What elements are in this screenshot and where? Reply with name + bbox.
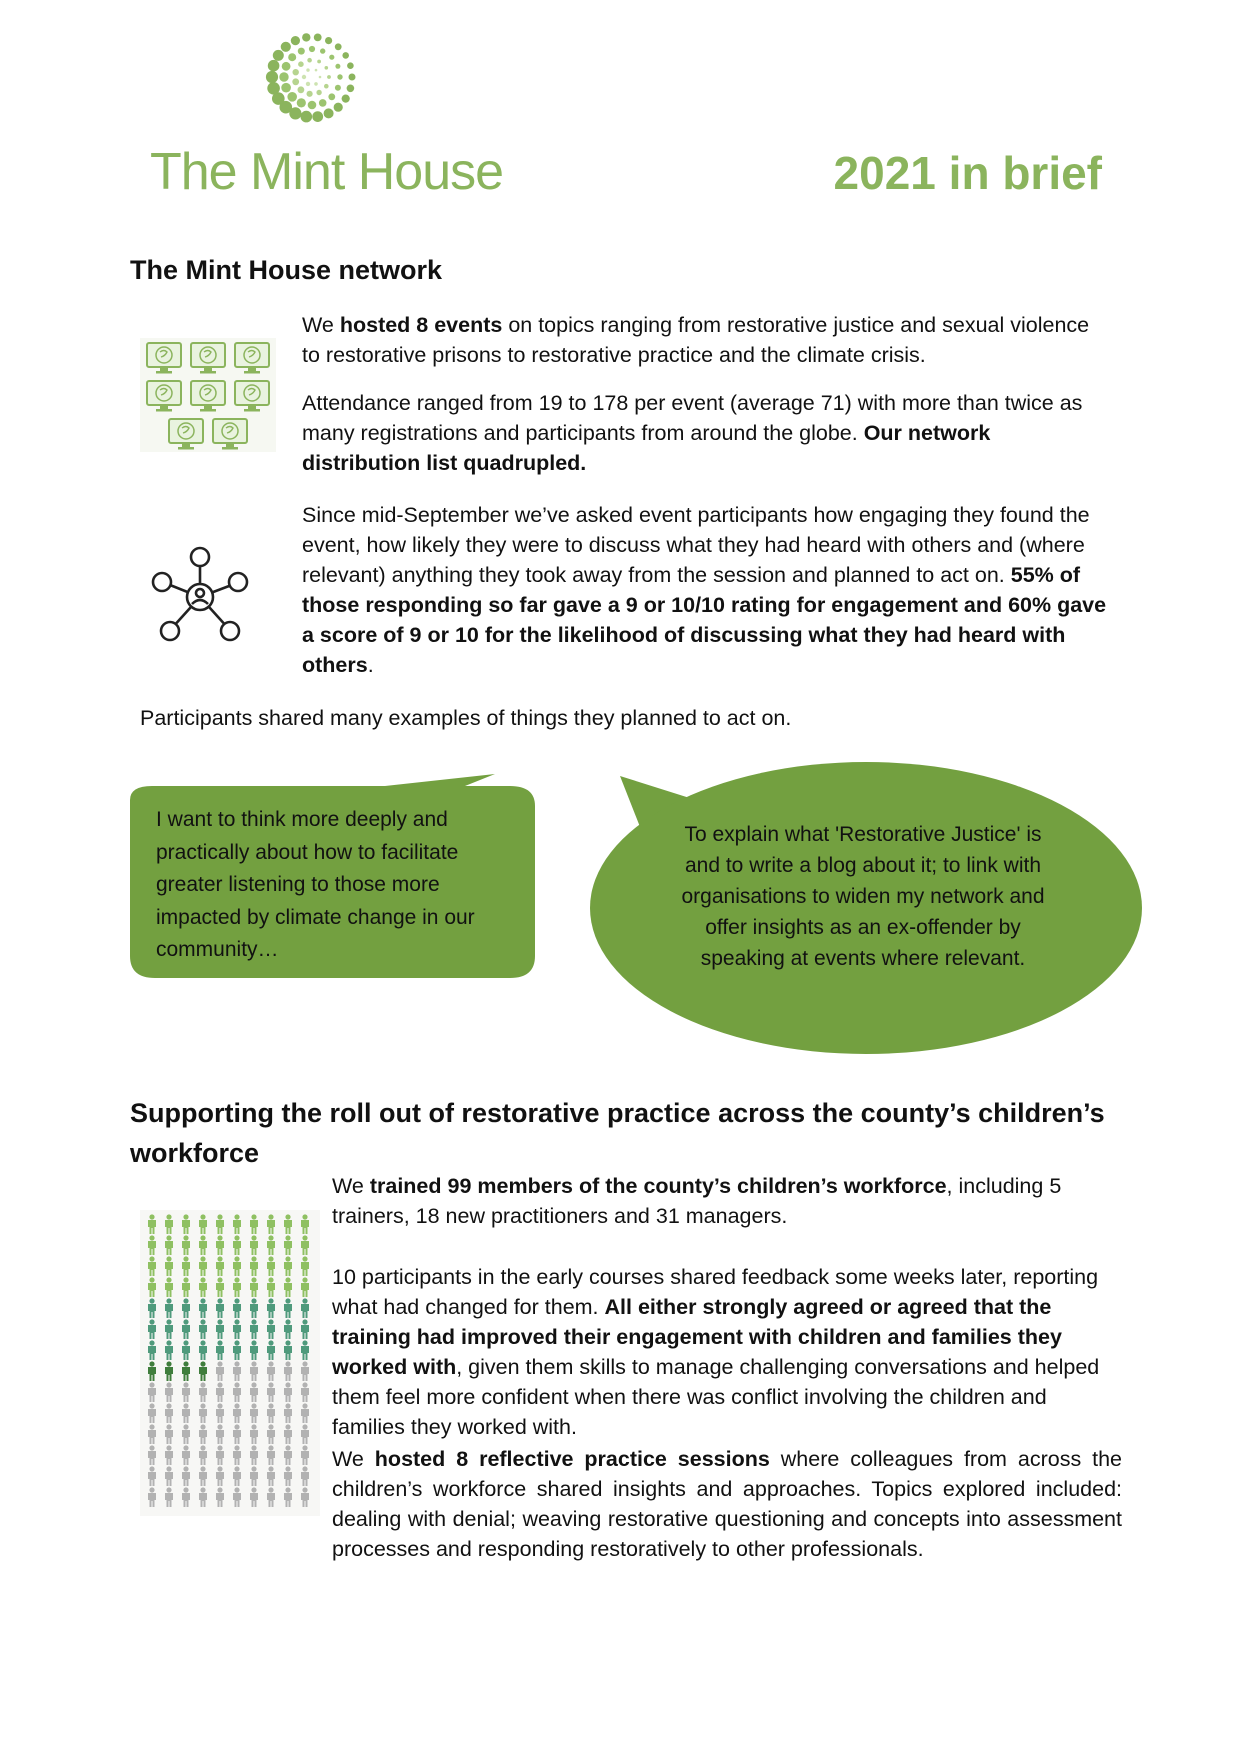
person-icon: [199, 1466, 207, 1486]
person-icon: [165, 1487, 173, 1507]
logo-dot: [279, 72, 288, 81]
person-icon: [284, 1487, 292, 1507]
person-icon: [233, 1298, 241, 1318]
person-icon: [165, 1340, 173, 1360]
person-icon: [233, 1487, 241, 1507]
person-icon: [165, 1235, 173, 1255]
person-icon: [301, 1424, 309, 1444]
person-icon: [284, 1319, 292, 1339]
person-icon: [284, 1361, 292, 1381]
computer-monitor-icon: [147, 343, 181, 374]
people-grid: [140, 1210, 320, 1516]
person-icon: [301, 1235, 309, 1255]
logo-dot: [312, 111, 323, 122]
computer-monitor-icon: [235, 343, 269, 374]
person-icon: [250, 1466, 258, 1486]
person-icon: [182, 1235, 190, 1255]
person-icon: [165, 1445, 173, 1465]
person-icon: [182, 1487, 190, 1507]
person-icon: [165, 1382, 173, 1402]
logo-dot: [319, 99, 327, 107]
person-icon: [165, 1256, 173, 1276]
logo-dot: [349, 74, 356, 81]
person-icon: [267, 1382, 275, 1402]
logo-dot: [298, 86, 305, 93]
person-icon: [250, 1298, 258, 1318]
network-paragraph-attendance: Attendance ranged from 19 to 178 per event (average 71) with more than twice as many registrations and participants from around the globe. Our network distribution list quadrupled.: [302, 391, 1083, 475]
person-icon: [216, 1487, 224, 1507]
mint-house-logo-icon: [262, 30, 362, 124]
workforce-paragraph-reflective: We hosted 8 reflective practice sessions where colleagues from across the children’s workforce shared insights and approaches. Topics explored included: dealing with denial; weaving restorative questioning and concepts into assessment processes and responding restoratively to other professionals.: [332, 1447, 1123, 1561]
network-paragraph-survey: Since mid-September we’ve asked event participants how engaging they found the event, how likely they were to discuss what they had heard with others and (where relevant) anything they took away from the session and planned to act on. 55% of those responding so far gave a 9 or 10/10 rating for engagement and 60% gave a score of 9 or 10 for the likelihood of discussing what they had heard with others.: [302, 503, 1107, 677]
person-icon: [148, 1256, 156, 1276]
person-icon: [267, 1214, 275, 1234]
events-icon-group: [140, 338, 276, 452]
logo-dot: [329, 55, 334, 60]
person-icon: [182, 1214, 190, 1234]
person-icon: [233, 1403, 241, 1423]
logo-dot: [337, 74, 342, 79]
person-icon: [301, 1466, 309, 1486]
person-icon: [216, 1382, 224, 1402]
person-icon: [301, 1277, 309, 1297]
network-paragraph-events: We hosted 8 events on topics ranging from restorative justice and sexual violence to restorative prisons to restorative practice and the climate crisis.: [302, 313, 1090, 367]
logo-dot: [282, 62, 291, 71]
brand-name: The Mint House: [150, 143, 504, 201]
person-icon: [284, 1214, 292, 1234]
person-icon: [250, 1403, 258, 1423]
person-icon: [233, 1277, 241, 1297]
logo-dot: [306, 82, 310, 86]
person-icon: [148, 1277, 156, 1297]
person-icon: [301, 1214, 309, 1234]
person-icon: [165, 1298, 173, 1318]
logo-dot: [266, 71, 278, 83]
person-icon: [250, 1214, 258, 1234]
logo-dot: [297, 98, 306, 107]
person-icon: [250, 1319, 258, 1339]
person-icon: [233, 1235, 241, 1255]
logo-dot: [347, 62, 354, 69]
person-icon: [250, 1277, 258, 1297]
logo-dot: [307, 58, 312, 63]
person-icon: [165, 1403, 173, 1423]
logo-dot: [334, 103, 343, 112]
person-icon: [250, 1235, 258, 1255]
person-icon: [148, 1340, 156, 1360]
person-icon: [250, 1340, 258, 1360]
person-icon: [267, 1403, 275, 1423]
person-icon: [199, 1445, 207, 1465]
logo-dot: [308, 101, 317, 110]
person-icon: [284, 1298, 292, 1318]
person-icon: [267, 1445, 275, 1465]
person-icon: [182, 1298, 190, 1318]
person-icon: [182, 1403, 190, 1423]
logo-dot: [281, 83, 291, 93]
person-icon: [165, 1277, 173, 1297]
person-icon: [216, 1424, 224, 1444]
person-icon: [182, 1445, 190, 1465]
network-people-icon: [148, 545, 252, 645]
logo-dot: [302, 75, 306, 79]
logo-dot: [335, 85, 341, 91]
computer-monitor-icon: [169, 419, 203, 450]
person-icon: [216, 1214, 224, 1234]
person-icon: [284, 1340, 292, 1360]
person-icon: [233, 1361, 241, 1381]
network-icon-wrap: [148, 545, 252, 645]
person-icon: [216, 1466, 224, 1486]
computer-monitor-icon: [191, 343, 225, 374]
person-icon: [284, 1382, 292, 1402]
logo-dot: [328, 93, 335, 100]
person-icon: [216, 1340, 224, 1360]
logo: [262, 30, 362, 124]
quote-restorative-justice: To explain what 'Restorative Justice' is and to write a blog about it; to link with organisations to widen my network and offer insights as an ex-offender by speaking at events where relevant.: [681, 823, 1045, 970]
logo-dot: [268, 60, 280, 72]
person-icon: [301, 1403, 309, 1423]
person-icon: [301, 1319, 309, 1339]
logo-dot: [309, 46, 315, 52]
person-icon: [182, 1361, 190, 1381]
person-icon: [165, 1466, 173, 1486]
person-icon: [301, 1256, 309, 1276]
logo-dot: [306, 68, 309, 71]
people-grid-icon: [140, 1210, 320, 1516]
person-icon: [165, 1361, 173, 1381]
person-icon: [267, 1298, 275, 1318]
person-icon: [233, 1382, 241, 1402]
logo-dot: [287, 92, 297, 102]
logo-dot: [342, 52, 349, 59]
logo-dot: [335, 43, 342, 50]
person-icon: [284, 1256, 292, 1276]
person-icon: [284, 1466, 292, 1486]
logo-dot: [298, 61, 304, 67]
person-icon: [199, 1235, 207, 1255]
person-icon: [148, 1466, 156, 1486]
person-icon: [301, 1382, 309, 1402]
person-icon: [250, 1361, 258, 1381]
workforce-paragraph-feedback: 10 participants in the early courses shared feedback some weeks later, reporting what had changed for them. All either strongly agreed or agreed that the training had improved their engagement with children and families they worked with, given them skills to manage challenging conversations and helped them feel more confident when there was conflict involving the children and families they worked with.: [332, 1265, 1100, 1439]
person-icon: [233, 1319, 241, 1339]
person-icon: [301, 1487, 309, 1507]
person-icon: [199, 1382, 207, 1402]
computer-monitor-icon: [147, 381, 181, 412]
logo-dot: [325, 66, 329, 70]
person-icon: [216, 1298, 224, 1318]
person-icon: [148, 1319, 156, 1339]
quote-climate: I want to think more deeply and practically about how to facilitate greater listening to those more impacted by climate change in our community…: [156, 808, 475, 961]
person-icon: [216, 1403, 224, 1423]
person-icon: [284, 1445, 292, 1465]
logo-dot: [316, 90, 321, 95]
person-icon: [199, 1403, 207, 1423]
person-icon: [148, 1424, 156, 1444]
person-icon: [233, 1466, 241, 1486]
person-icon: [216, 1277, 224, 1297]
person-icon: [182, 1382, 190, 1402]
person-icon: [250, 1256, 258, 1276]
person-icon: [233, 1340, 241, 1360]
computer-monitor-icon: [235, 381, 269, 412]
logo-dot: [324, 84, 329, 89]
computer-monitor-icon: [140, 338, 276, 452]
person-icon: [199, 1256, 207, 1276]
person-icon: [267, 1319, 275, 1339]
person-icon: [233, 1424, 241, 1444]
person-icon: [182, 1424, 190, 1444]
person-icon: [148, 1403, 156, 1423]
logo-dot: [307, 91, 313, 97]
logo-dot: [315, 69, 318, 72]
logo-dot: [293, 69, 299, 75]
person-icon: [267, 1340, 275, 1360]
person-icon: [199, 1298, 207, 1318]
person-icon: [165, 1319, 173, 1339]
workforce-heading: Supporting the roll out of restorative practice across the county’s children’s workforce: [130, 1098, 1105, 1168]
person-icon: [301, 1340, 309, 1360]
person-icon: [199, 1214, 207, 1234]
logo-dot: [342, 95, 350, 103]
person-icon: [250, 1382, 258, 1402]
person-icon: [216, 1256, 224, 1276]
person-icon: [284, 1424, 292, 1444]
logo-dot: [320, 48, 325, 53]
person-icon: [233, 1445, 241, 1465]
person-icon: [148, 1361, 156, 1381]
person-icon: [165, 1424, 173, 1444]
logo-dot: [302, 33, 310, 41]
person-icon: [233, 1256, 241, 1276]
person-icon: [250, 1445, 258, 1465]
person-icon: [216, 1235, 224, 1255]
person-icon: [250, 1424, 258, 1444]
person-icon: [148, 1445, 156, 1465]
logo-dot: [273, 50, 284, 61]
person-icon: [216, 1361, 224, 1381]
person-icon: [267, 1256, 275, 1276]
logo-dot: [314, 34, 322, 42]
logo-dot: [288, 53, 296, 61]
logo-dot: [325, 37, 332, 44]
person-icon: [267, 1424, 275, 1444]
network-paragraph-examples: Participants shared many examples of things they planned to act on.: [140, 706, 792, 730]
logo-dot: [292, 78, 299, 85]
workforce-paragraph-trained: We trained 99 members of the county’s children’s workforce, including 5 trainers, 18 new practitioners and 31 managers.: [332, 1174, 1062, 1228]
person-icon: [165, 1214, 173, 1234]
person-icon: [199, 1361, 207, 1381]
logo-dot: [317, 60, 321, 64]
logo-dot: [298, 48, 305, 55]
logo-dot: [335, 64, 340, 69]
logo-dot: [327, 75, 331, 79]
logo-dot: [291, 36, 300, 45]
person-icon: [267, 1487, 275, 1507]
computer-monitor-icon: [213, 419, 247, 450]
person-icon: [267, 1235, 275, 1255]
person-icon: [301, 1445, 309, 1465]
person-icon: [148, 1298, 156, 1318]
person-icon: [301, 1361, 309, 1381]
logo-dot: [324, 108, 334, 118]
person-icon: [199, 1277, 207, 1297]
person-icon: [301, 1298, 309, 1318]
logo-dot: [267, 82, 280, 95]
person-icon: [182, 1466, 190, 1486]
logo-dot: [347, 85, 355, 93]
person-icon: [182, 1340, 190, 1360]
logo-dot: [301, 111, 313, 123]
network-heading: The Mint House network: [130, 255, 443, 285]
person-icon: [182, 1319, 190, 1339]
person-icon: [148, 1235, 156, 1255]
page-title: 2021 in brief: [833, 147, 1102, 199]
person-icon: [199, 1424, 207, 1444]
person-icon: [250, 1487, 258, 1507]
person-icon: [284, 1277, 292, 1297]
person-icon: [267, 1277, 275, 1297]
person-icon: [199, 1340, 207, 1360]
person-icon: [267, 1466, 275, 1486]
person-icon: [148, 1487, 156, 1507]
logo-dot: [314, 82, 318, 86]
computer-monitor-icon: [191, 381, 225, 412]
person-icon: [199, 1487, 207, 1507]
person-icon: [148, 1214, 156, 1234]
person-icon: [216, 1319, 224, 1339]
logo-dot: [319, 76, 322, 79]
person-icon: [267, 1361, 275, 1381]
person-icon: [148, 1382, 156, 1402]
person-icon: [216, 1445, 224, 1465]
person-icon: [182, 1277, 190, 1297]
person-icon: [199, 1319, 207, 1339]
person-icon: [284, 1403, 292, 1423]
person-icon: [182, 1256, 190, 1276]
person-icon: [233, 1214, 241, 1234]
person-icon: [284, 1235, 292, 1255]
logo-dot: [281, 42, 291, 52]
